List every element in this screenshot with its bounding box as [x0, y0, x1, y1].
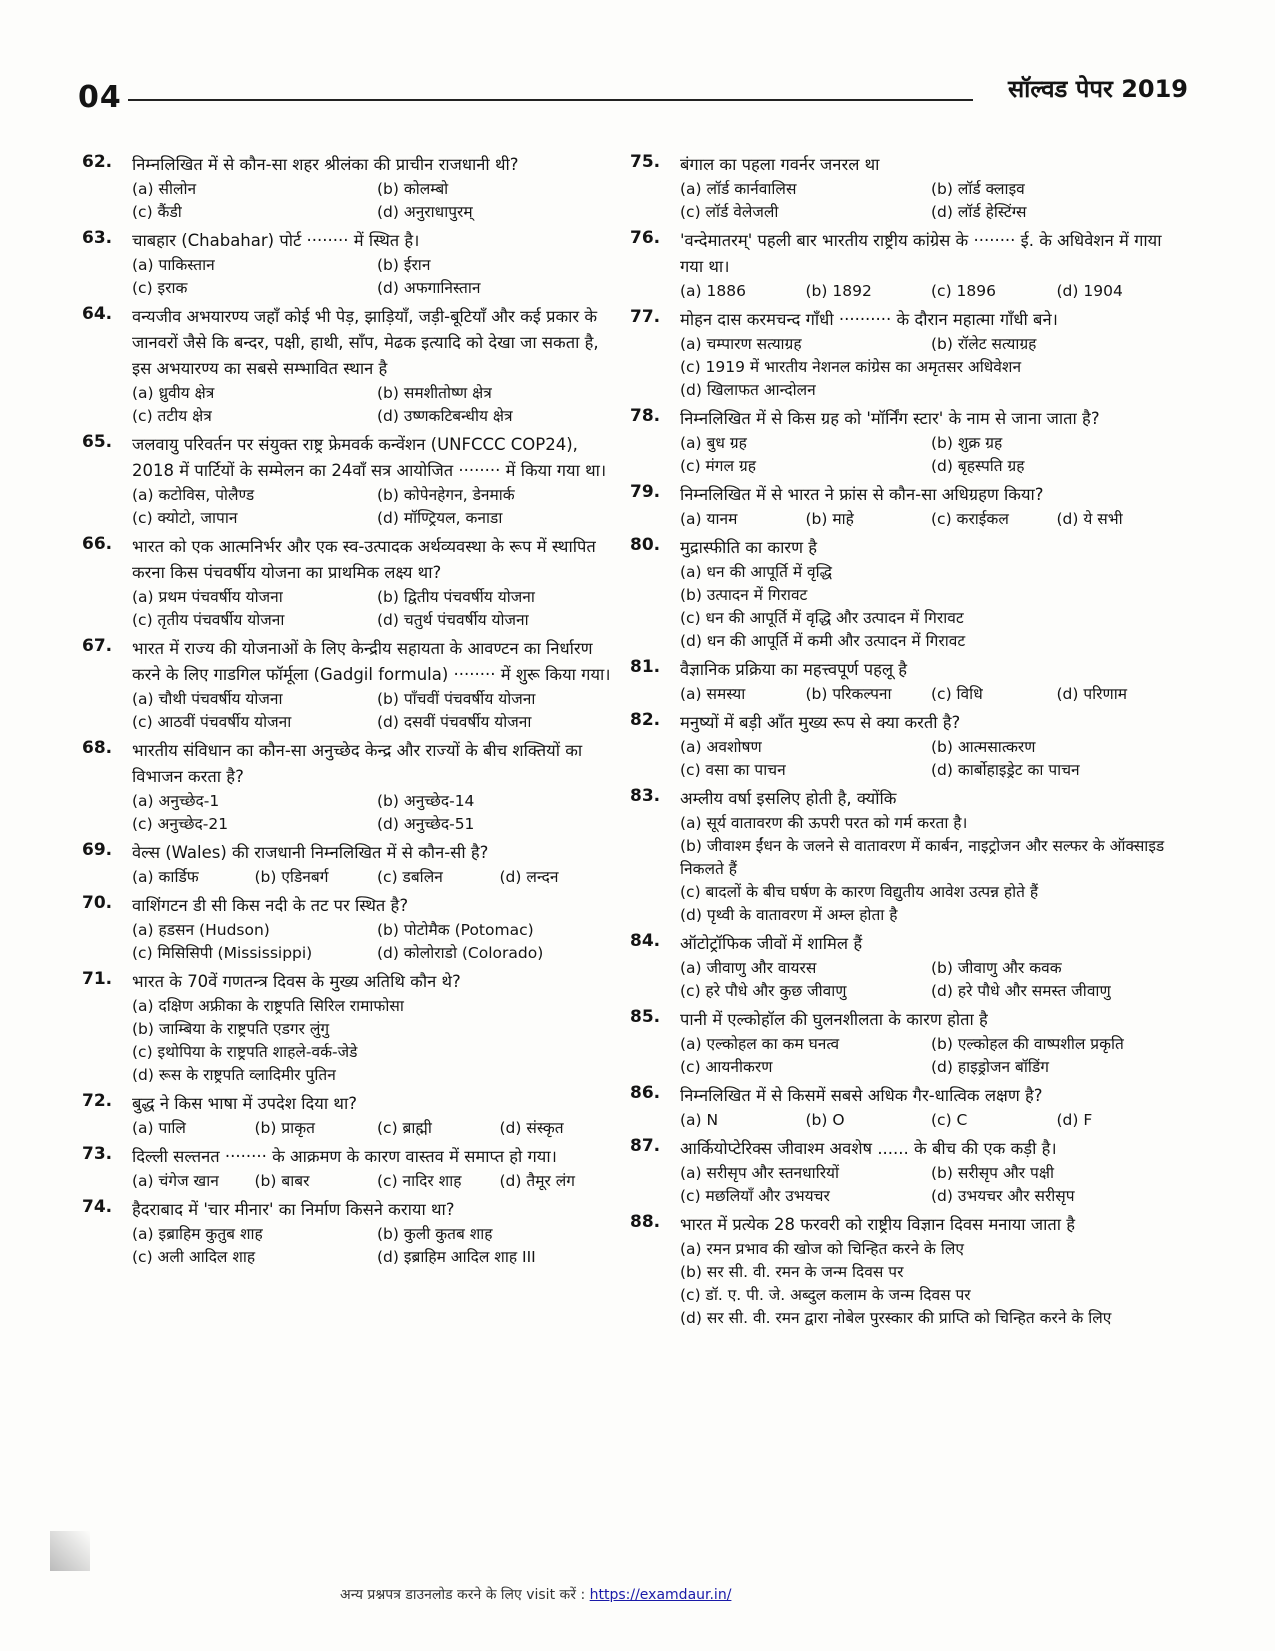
answer-option: (c) C — [931, 1111, 968, 1129]
question-number: 80. — [630, 535, 661, 555]
answer-option: (c) हरे पौधे और कुछ जीवाणु — [680, 982, 847, 1000]
answer-option: (a) धन की आपूर्ति में वृद्धि — [680, 563, 833, 581]
options-list — [680, 561, 1182, 653]
answer-option: (a) प्रथम पंचवर्षीय योजना — [132, 588, 283, 606]
question-block — [630, 657, 1182, 706]
question-text: भारत को एक आत्मनिर्भर और एक स्व-उत्पादक अर्थव्यवस्था के रूप में स्थापित करना किस पंचवर्षीय योजना का प्राथमिक लक्ष्य था? — [132, 537, 596, 582]
options-list — [132, 995, 622, 1087]
question-block — [630, 1007, 1182, 1079]
answer-option: (d) ये सभी — [1056, 510, 1123, 528]
answer-option: (b) लॉर्ड क्लाइव — [931, 180, 1025, 198]
question-number: 81. — [630, 657, 661, 677]
left-question-column — [82, 152, 622, 1273]
answer-option: (b) जाम्बिया के राष्ट्रपति एडगर लुंगु — [132, 1020, 330, 1038]
question-text: वाशिंगटन डी सी किस नदी के तट पर स्थित है? — [132, 896, 409, 915]
question-number: 72. — [82, 1091, 113, 1111]
answer-option: (d) अफगानिस्तान — [377, 279, 481, 297]
question-text: भारतीय संविधान का कौन-सा अनुच्छेद केन्द्र और राज्यों के बीच शक्तियों का विभाजन करता है? — [132, 741, 583, 786]
options-list — [132, 586, 622, 632]
right-question-column — [630, 152, 1182, 1334]
answer-option: (a) कार्डिफ — [132, 868, 199, 886]
answer-option: (a) पालि — [132, 1119, 186, 1137]
answer-option: (c) मछलियाँ और उभयचर — [680, 1187, 830, 1205]
answer-option: (d) सर सी. वी. रमन द्वारा नोबेल पुरस्कार की प्राप्ति को चिन्हित करने के लिए — [680, 1309, 1112, 1327]
answer-option: (c) कैंडी — [132, 203, 182, 221]
question-block — [630, 307, 1182, 402]
answer-option: (c) इराक — [132, 279, 188, 297]
answer-option: (a) सरीसृप और स्तनधारियों — [680, 1164, 840, 1182]
answer-option: (b) द्वितीय पंचवर्षीय योजना — [377, 588, 535, 606]
options-list — [680, 178, 1182, 224]
options-list — [680, 1238, 1182, 1330]
answer-option: (c) कराईकल — [931, 510, 1009, 528]
header-title: सॉल्वड पेपर 2019 — [1007, 75, 1188, 103]
answer-option: (c) धन की आपूर्ति में वृद्धि और उत्पादन में गिरावट — [680, 609, 964, 627]
options-list — [680, 1109, 1182, 1132]
answer-option: (a) लॉर्ड कार्नवालिस — [680, 180, 797, 198]
options-list — [680, 432, 1182, 478]
answer-option: (c) आयनीकरण — [680, 1058, 773, 1076]
question-block — [82, 534, 622, 632]
question-text: मनुष्यों में बड़ी आँत मुख्य रूप से क्या करती है? — [680, 713, 961, 732]
options-list — [680, 280, 1182, 303]
answer-option: (b) पोटोमैक (Potomac) — [377, 921, 534, 939]
answer-option: (a) पाकिस्तान — [132, 256, 215, 274]
answer-option: (c) मिसिसिपी (Mississippi) — [132, 944, 313, 962]
answer-option: (b) जीवाश्म ईंधन के जलने से वातावरण में कार्बन, नाइट्रोजन और सल्फर के ऑक्साइड निकलते हैं — [680, 837, 1165, 878]
answer-option: (d) परिणाम — [1056, 685, 1128, 703]
answer-option: (c) अनुच्छेद-21 — [132, 815, 229, 833]
page-number: 04 — [78, 80, 122, 115]
answer-option: (c) लॉर्ड वेलेजली — [680, 203, 779, 221]
question-text: वेल्स (Wales) की राजधानी निम्नलिखित में से कौन-सी है? — [132, 843, 489, 862]
footer-note — [340, 1585, 731, 1604]
answer-option: (c) ब्राह्मी — [377, 1119, 432, 1137]
answer-option: (d) बृहस्पति ग्रह — [931, 457, 1025, 475]
question-block — [82, 738, 622, 836]
question-number: 69. — [82, 840, 113, 860]
question-number: 83. — [630, 786, 661, 806]
answer-option: (a) सूर्य वातावरण की ऊपरी परत को गर्म करता है। — [680, 814, 968, 832]
answer-option: (d) मॉण्ट्रियल, कनाडा — [377, 509, 503, 527]
question-block — [630, 228, 1182, 303]
question-text: मोहन दास करमचन्द गाँधी ·········· के दौरान महात्मा गाँधी बने। — [680, 310, 1058, 329]
answer-option: (a) चंगेज खान — [132, 1172, 219, 1190]
answer-option: (b) समशीतोष्ण क्षेत्र — [377, 384, 492, 402]
answer-option: (d) लन्दन — [499, 868, 559, 886]
question-block — [82, 304, 622, 428]
answer-option: (d) F — [1056, 1111, 1093, 1129]
question-text: निम्नलिखित में से कौन-सा शहर श्रीलंका की प्राचीन राजधानी थी? — [132, 155, 519, 174]
question-number: 79. — [630, 482, 661, 502]
answer-option: (d) खिलाफत आन्दोलन — [680, 381, 816, 399]
answer-option: (a) समस्या — [680, 685, 746, 703]
question-number: 87. — [630, 1136, 661, 1156]
answer-option: (d) हरे पौधे और समस्त जीवाणु — [931, 982, 1111, 1000]
options-list — [680, 736, 1182, 782]
options-list — [680, 508, 1182, 531]
question-text: आर्कियोप्टेरिक्स जीवाश्म अवशेष ...... के बीच की एक कड़ी है। — [680, 1139, 1057, 1158]
question-text: जलवायु परिवर्तन पर संयुक्त राष्ट्र फ्रेमवर्क कन्वेंशन (UNFCCC COP24), 2018 में पार्टियों के सम्मेलन का 24वाँ सत्र आयोजित ········ में किया गया था। — [132, 435, 607, 480]
options-list — [132, 254, 622, 300]
answer-option: (b) बाबर — [254, 1172, 310, 1190]
answer-option: (b) शुक्र ग्रह — [931, 434, 1003, 452]
answer-option: (a) यानम — [680, 510, 738, 528]
options-list — [680, 683, 1182, 706]
question-number: 77. — [630, 307, 661, 327]
answer-option: (c) डबलिन — [377, 868, 443, 886]
answer-option: (d) संस्कृत — [499, 1119, 564, 1137]
question-text: निम्नलिखित में से किस ग्रह को 'मॉर्निंग स्टार' के नाम से जाना जाता है? — [680, 409, 1100, 428]
answer-option: (c) वसा का पाचन — [680, 761, 786, 779]
answer-option: (c) बादलों के बीच घर्षण के कारण विद्युतीय आवेश उत्पन्न होते हैं — [680, 883, 1039, 901]
answer-option: (b) परिकल्पना — [805, 685, 892, 703]
answer-option: (b) प्राकृत — [254, 1119, 315, 1137]
question-text: बुद्ध ने किस भाषा में उपदेश दिया था? — [132, 1094, 357, 1113]
question-block — [630, 931, 1182, 1003]
question-block — [82, 969, 622, 1087]
answer-option: (d) उभयचर और सरीसृप — [931, 1187, 1075, 1205]
question-block — [82, 432, 622, 530]
answer-option: (a) अनुच्छेद-1 — [132, 792, 220, 810]
question-number: 68. — [82, 738, 113, 758]
answer-option: (c) 1919 में भारतीय नेशनल कांग्रेस का अमृतसर अधिवेशन — [680, 358, 1022, 376]
question-block — [630, 152, 1182, 224]
options-list — [680, 333, 1182, 356]
answer-option: (a) हडसन (Hudson) — [132, 921, 270, 939]
question-text: दिल्ली सल्तनत ········ के आक्रमण के कारण वास्तव में समाप्त हो गया। — [132, 1147, 557, 1166]
answer-option: (a) 1886 — [680, 282, 746, 300]
answer-option: (d) तैमूर लंग — [499, 1172, 575, 1190]
answer-option: (a) रमन प्रभाव की खोज को चिन्हित करने के लिए — [680, 1240, 964, 1258]
answer-option: (d) हाइड्रोजन बॉडिंग — [931, 1058, 1049, 1076]
options-list — [132, 790, 622, 836]
answer-option: (d) पृथ्वी के वातावरण में अम्ल होता है — [680, 906, 898, 924]
answer-option: (b) रॉलेट सत्याग्रह — [931, 335, 1037, 353]
question-text: अम्लीय वर्षा इसलिए होती है, क्योंकि — [680, 789, 897, 808]
options-list — [132, 382, 622, 428]
answer-option: (c) अली आदिल शाह — [132, 1248, 256, 1266]
page-header — [78, 72, 1188, 116]
footer-text: अन्य प्रश्नपत्र डाउनलोड करने के लिए visit करें : — [340, 1587, 590, 1603]
question-number: 71. — [82, 969, 113, 989]
question-number: 70. — [82, 893, 113, 913]
options-list — [132, 1117, 622, 1140]
answer-option: (d) इब्राहिम आदिल शाह III — [377, 1248, 536, 1266]
question-text: पानी में एल्कोहॉल की घुलनशीलता के कारण होता है — [680, 1010, 988, 1029]
question-text: भारत में प्रत्येक 28 फरवरी को राष्ट्रीय विज्ञान दिवस मनाया जाता है — [680, 1215, 1076, 1234]
question-block — [82, 1144, 622, 1193]
options-list — [132, 688, 622, 734]
answer-option: (c) डॉ. ए. पी. जे. अब्दुल कलाम के जन्म दिवस पर — [680, 1286, 971, 1304]
answer-option: (a) एल्कोहल का कम घनत्व — [680, 1035, 840, 1053]
options-list — [132, 1223, 622, 1269]
question-number: 64. — [82, 304, 113, 324]
question-number: 85. — [630, 1007, 661, 1027]
answer-option: (b) कुली कुतब शाह — [377, 1225, 493, 1243]
question-block — [82, 840, 622, 889]
answer-option: (c) तटीय क्षेत्र — [132, 407, 212, 425]
answer-option: (b) एडिनबर्ग — [254, 868, 329, 886]
options-list — [680, 812, 1182, 927]
answer-option: (a) जीवाणु और वायरस — [680, 959, 817, 977]
footer-link[interactable]: https://examdaur.in/ — [589, 1587, 732, 1603]
question-number: 78. — [630, 406, 661, 426]
answer-option: (d) 1904 — [1056, 282, 1123, 300]
options-list — [132, 866, 622, 889]
question-block — [630, 535, 1182, 653]
answer-option: (b) 1892 — [805, 282, 872, 300]
question-text: मुद्रास्फीति का कारण है — [680, 538, 818, 557]
answer-option: (b) सर सी. वी. रमन के जन्म दिवस पर — [680, 1263, 904, 1281]
question-text: चाबहार (Chabahar) पोर्ट ········ में स्थित है। — [132, 231, 420, 250]
answer-option: (b) सरीसृप और पक्षी — [931, 1164, 1054, 1182]
answer-option: (d) कोलोराडो (Colorado) — [377, 944, 544, 962]
question-number: 76. — [630, 228, 661, 248]
answer-option: (b) अनुच्छेद-14 — [377, 792, 475, 810]
answer-option: (a) सीलोन — [132, 180, 197, 198]
question-text: वन्यजीव अभयारण्य जहाँ कोई भी पेड़, झाड़ियाँ, जड़ी-बूटियाँ और कई प्रकार के जानवरों जैसे कि बन्दर, पक्षी, हाथी, साँप, मेढक इत्यादि को देखा जा सकता है, इस अभयारण्य का सबसे सम्भावित स्थान है — [132, 307, 599, 378]
options-list — [680, 1033, 1182, 1079]
answer-option: (d) रूस के राष्ट्रपति व्लादिमीर पुतिन — [132, 1066, 336, 1084]
question-number: 67. — [82, 636, 113, 656]
answer-option: (c) विधि — [931, 685, 983, 703]
answer-option: (b) आत्मसात्करण — [931, 738, 1036, 756]
options-list — [132, 484, 622, 530]
question-text: निम्नलिखित में से किसमें सबसे अधिक गैर-धात्विक लक्षण है? — [680, 1086, 1043, 1105]
options-list — [132, 919, 622, 965]
header-rule — [128, 99, 973, 101]
answer-option: (d) दसवीं पंचवर्षीय योजना — [377, 713, 532, 731]
question-text: वैज्ञानिक प्रक्रिया का महत्त्वपूर्ण पहलू है — [680, 660, 908, 679]
answer-option: (c) नादिर शाह — [377, 1172, 462, 1190]
answer-option: (a) कटोविस, पोलैण्ड — [132, 486, 255, 504]
question-number: 66. — [82, 534, 113, 554]
answer-option: (a) ध्रुवीय क्षेत्र — [132, 384, 215, 402]
answer-option: (d) चतुर्थ पंचवर्षीय योजना — [377, 611, 529, 629]
answer-option: (c) 1896 — [931, 282, 996, 300]
answer-option: (c) मंगल ग्रह — [680, 457, 756, 475]
answer-option: (c) आठवीं पंचवर्षीय योजना — [132, 713, 292, 731]
answer-option: (b) पाँचवीं पंचवर्षीय योजना — [377, 690, 536, 708]
question-number: 86. — [630, 1083, 661, 1103]
options-list-extra — [680, 356, 1182, 402]
question-text: हैदराबाद में 'चार मीनार' का निर्माण किसने कराया था? — [132, 1200, 455, 1219]
answer-option: (b) एल्कोहल की वाष्पशील प्रकृति — [931, 1035, 1124, 1053]
question-number: 75. — [630, 152, 661, 172]
answer-option: (a) बुध ग्रह — [680, 434, 747, 452]
answer-option: (b) जीवाणु और कवक — [931, 959, 1062, 977]
answer-option: (c) तृतीय पंचवर्षीय योजना — [132, 611, 285, 629]
question-block — [630, 406, 1182, 478]
question-block — [82, 228, 622, 300]
answer-option: (d) अनुराधापुरम् — [377, 203, 473, 221]
question-number: 62. — [82, 152, 113, 172]
question-block — [630, 1212, 1182, 1330]
question-text: भारत के 70वें गणतन्त्र दिवस के मुख्य अतिथि कौन थे? — [132, 972, 461, 991]
question-text: ऑटोट्रॉफिक जीवों में शामिल हैं — [680, 934, 863, 953]
question-number: 88. — [630, 1212, 661, 1232]
scan-shadow — [50, 1531, 90, 1571]
question-block — [630, 1136, 1182, 1208]
question-block — [630, 710, 1182, 782]
question-block — [82, 1197, 622, 1269]
answer-option: (d) लॉर्ड हेस्टिंग्स — [931, 203, 1027, 221]
question-text: भारत में राज्य की योजनाओं के लिए केन्द्रीय सहायता के आवण्टन का निर्धारण करने के लिए गाडगिल फॉर्मूला (Gadgil formula) ········ में शुरू किया गया। — [132, 639, 611, 684]
answer-option: (b) कोलम्बो — [377, 180, 449, 198]
answer-option: (c) क्योटो, जापान — [132, 509, 238, 527]
options-list — [132, 1170, 622, 1193]
answer-option: (b) ईरान — [377, 256, 431, 274]
question-number: 73. — [82, 1144, 113, 1164]
question-block — [630, 1083, 1182, 1132]
options-list — [132, 178, 622, 224]
answer-option: (a) अवशोषण — [680, 738, 762, 756]
question-block — [630, 482, 1182, 531]
answer-option: (c) इथोपिया के राष्ट्रपति शाहले-वर्क-जेडे — [132, 1043, 358, 1061]
answer-option: (b) माहे — [805, 510, 854, 528]
answer-option: (a) चम्पारण सत्याग्रह — [680, 335, 802, 353]
answer-option: (b) कोपेनहेगन, डेनमार्क — [377, 486, 515, 504]
answer-option: (a) दक्षिण अफ्रीका के राष्ट्रपति सिरिल रामाफोसा — [132, 997, 404, 1015]
question-number: 82. — [630, 710, 661, 730]
answer-option: (d) उष्णकटिबन्धीय क्षेत्र — [377, 407, 513, 425]
answer-option: (b) O — [805, 1111, 845, 1129]
question-block — [630, 786, 1182, 927]
options-list — [680, 957, 1182, 1003]
answer-option: (a) इब्राहिम कुतुब शाह — [132, 1225, 263, 1243]
answer-option: (a) चौथी पंचवर्षीय योजना — [132, 690, 283, 708]
question-text: 'वन्देमातरम्' पहली बार भारतीय राष्ट्रीय कांग्रेस के ········ ई. के अधिवेशन में गाया गया था। — [680, 231, 1162, 276]
question-block — [82, 152, 622, 224]
answer-option: (a) N — [680, 1111, 719, 1129]
question-number: 84. — [630, 931, 661, 951]
answer-option: (d) अनुच्छेद-51 — [377, 815, 475, 833]
answer-option: (d) कार्बोहाइड्रेट का पाचन — [931, 761, 1080, 779]
question-block — [82, 636, 622, 734]
question-block — [82, 893, 622, 965]
question-block — [82, 1091, 622, 1140]
answer-option: (b) उत्पादन में गिरावट — [680, 586, 808, 604]
question-text: बंगाल का पहला गवर्नर जनरल था — [680, 155, 880, 174]
question-number: 63. — [82, 228, 113, 248]
question-text: निम्नलिखित में से भारत ने फ्रांस से कौन-सा अधिग्रहण किया? — [680, 485, 1044, 504]
question-number: 65. — [82, 432, 113, 452]
options-list — [680, 1162, 1182, 1208]
answer-option: (d) धन की आपूर्ति में कमी और उत्पादन में गिरावट — [680, 632, 966, 650]
question-number: 74. — [82, 1197, 113, 1217]
